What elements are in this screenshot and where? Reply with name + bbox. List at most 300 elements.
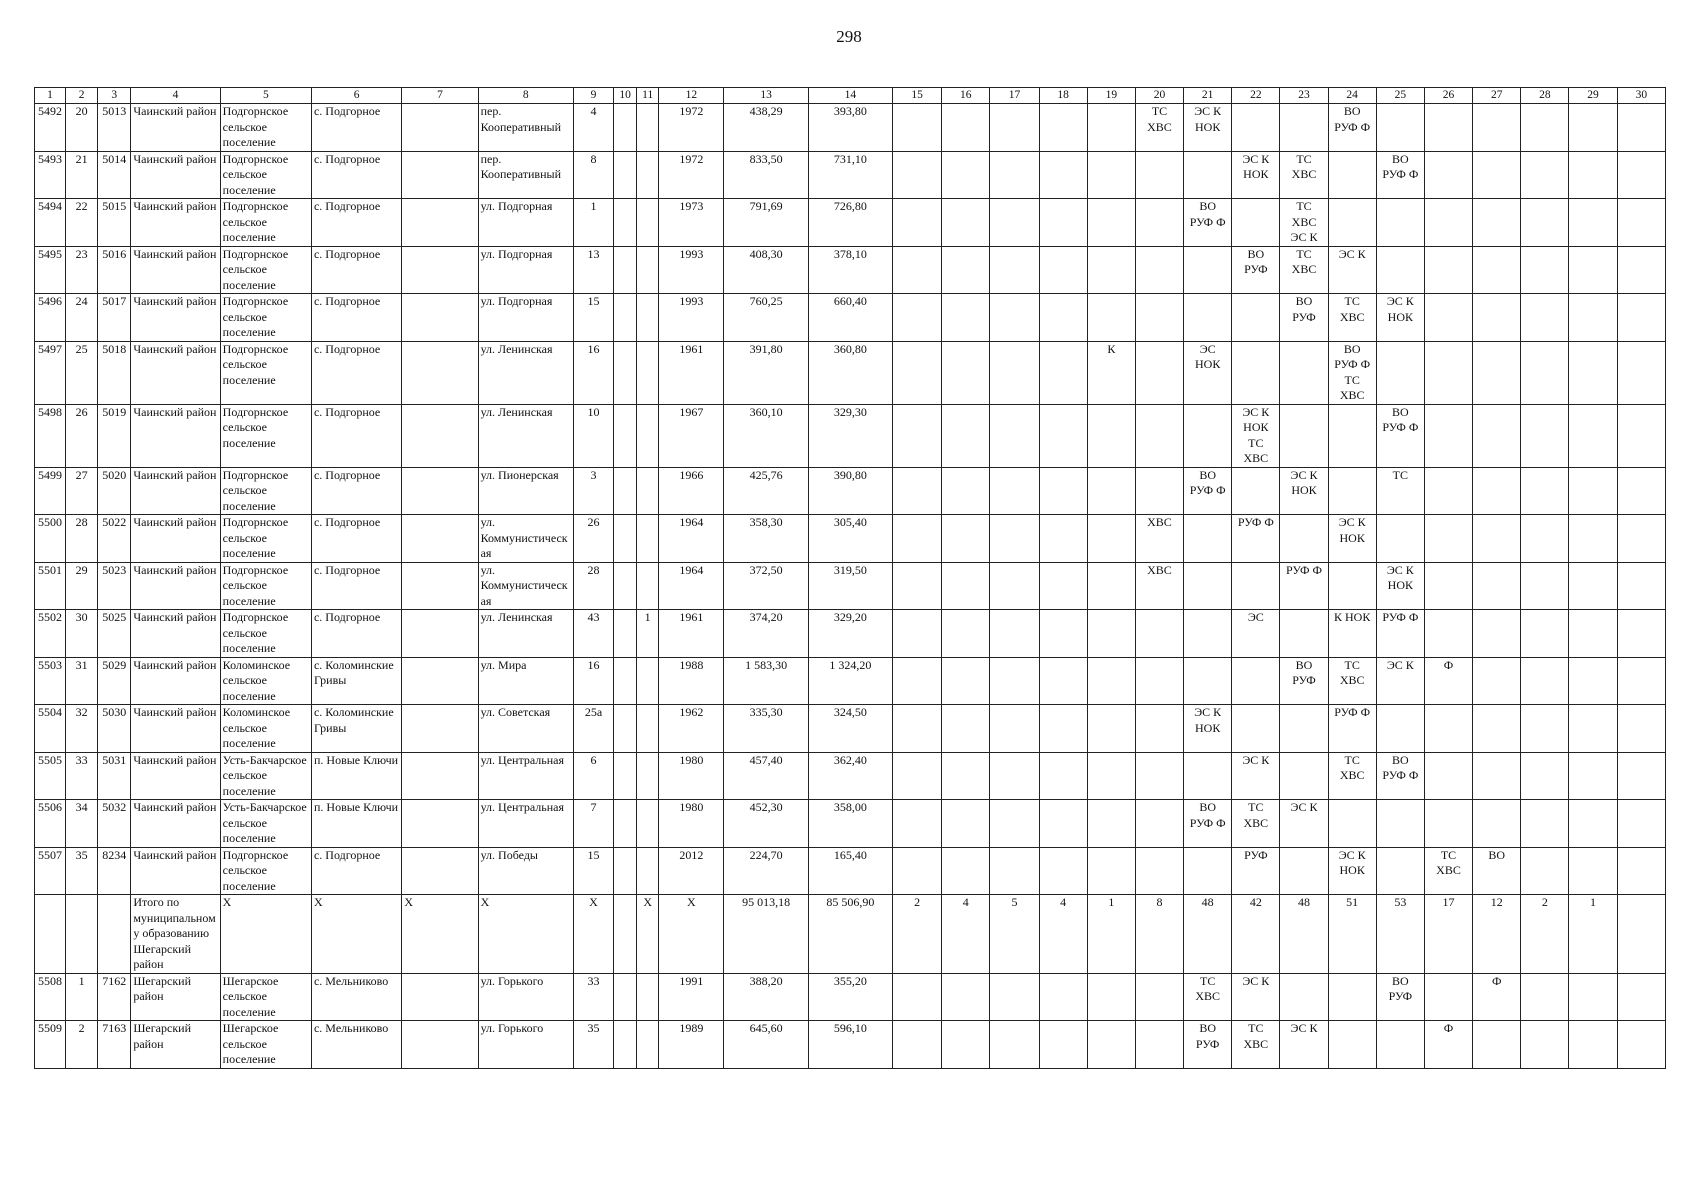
table-cell: 29 — [66, 562, 98, 610]
table-cell — [1617, 562, 1665, 610]
table-cell — [402, 341, 478, 404]
table-cell — [1039, 610, 1087, 658]
table-cell — [1424, 610, 1472, 658]
table-cell — [893, 657, 942, 705]
table-cell — [1473, 752, 1521, 800]
table-cell: Подгорнское сельское поселение — [220, 199, 311, 247]
table-cell: 1 583,30 — [724, 657, 808, 705]
table-cell — [1135, 341, 1183, 404]
table-cell: Шегарский район — [131, 1021, 220, 1069]
table-cell — [614, 562, 637, 610]
column-header: 6 — [311, 88, 401, 104]
table-cell: 4 — [942, 895, 990, 974]
table-cell — [1521, 610, 1569, 658]
table-cell: 16 — [573, 657, 613, 705]
table-cell: ул. Мира — [478, 657, 573, 705]
table-cell — [1473, 199, 1521, 247]
table-cell — [942, 341, 990, 404]
table-cell: ул. Подгорная — [478, 199, 573, 247]
table-cell: ЭС К НОК — [1376, 562, 1424, 610]
table-cell — [1232, 294, 1280, 342]
table-cell — [1473, 246, 1521, 294]
table-cell: ул. Ленинская — [478, 404, 573, 467]
table-cell — [402, 1021, 478, 1069]
table-cell — [1617, 1021, 1665, 1069]
table-cell: с. Подгорное — [311, 104, 401, 152]
table-cell — [614, 895, 637, 974]
table-cell — [1521, 151, 1569, 199]
table-cell: 329,30 — [808, 404, 892, 467]
table-cell: ул. Центральная — [478, 800, 573, 848]
table-cell — [402, 752, 478, 800]
table-cell — [1087, 800, 1135, 848]
table-cell: 4 — [573, 104, 613, 152]
table-cell — [1135, 847, 1183, 895]
table-cell — [990, 104, 1039, 152]
table-cell — [893, 1021, 942, 1069]
table-cell: 5022 — [98, 515, 131, 563]
table-cell: 15 — [573, 294, 613, 342]
table-cell — [1280, 404, 1328, 467]
table-cell: ул. Коммунистическая — [478, 515, 573, 563]
table-cell: ул. Горького — [478, 973, 573, 1021]
table-cell: ЭС К НОК — [1184, 705, 1232, 753]
table-row — [35, 515, 1666, 563]
table-cell — [990, 341, 1039, 404]
table-cell — [1424, 246, 1472, 294]
table-cell — [893, 404, 942, 467]
table-cell — [942, 294, 990, 342]
table-cell — [637, 104, 659, 152]
table-cell — [1135, 404, 1183, 467]
table-cell — [1184, 610, 1232, 658]
table-cell — [1087, 151, 1135, 199]
table-cell — [1617, 246, 1665, 294]
column-header: 9 — [573, 88, 613, 104]
table-cell — [990, 562, 1039, 610]
table-cell: 408,30 — [724, 246, 808, 294]
table-cell: 23 — [66, 246, 98, 294]
table-cell — [402, 104, 478, 152]
table-cell: 393,80 — [808, 104, 892, 152]
table-cell — [402, 610, 478, 658]
table-cell: Подгорнское сельское поселение — [220, 467, 311, 515]
table-cell — [1376, 246, 1424, 294]
table-cell — [1521, 199, 1569, 247]
table-cell — [402, 973, 478, 1021]
table-cell: 2012 — [659, 847, 724, 895]
table-cell — [614, 294, 637, 342]
table-cell — [1569, 1021, 1617, 1069]
table-cell: 16 — [573, 341, 613, 404]
table-cell — [1328, 800, 1376, 848]
table-cell: с. Подгорное — [311, 199, 401, 247]
table-cell — [942, 104, 990, 152]
table-cell: ЭС К НОК — [1280, 467, 1328, 515]
table-cell — [990, 610, 1039, 658]
column-header: 24 — [1328, 88, 1376, 104]
table-cell — [1617, 294, 1665, 342]
table-row — [35, 562, 1666, 610]
table-cell: 43 — [573, 610, 613, 658]
column-header: 7 — [402, 88, 478, 104]
table-cell — [1569, 246, 1617, 294]
table-cell — [1473, 404, 1521, 467]
table-cell: 5015 — [98, 199, 131, 247]
table-cell — [1232, 104, 1280, 152]
table-cell: 20 — [66, 104, 98, 152]
table-cell: 165,40 — [808, 847, 892, 895]
table-cell: ЭС К НОК — [1232, 151, 1280, 199]
table-cell: 6 — [573, 752, 613, 800]
table-cell — [1135, 294, 1183, 342]
table-cell: Ф — [1473, 973, 1521, 1021]
table-cell: ТС ХВС — [1328, 752, 1376, 800]
table-cell: 95 013,18 — [724, 895, 808, 974]
table-cell: РУФ Ф — [1232, 515, 1280, 563]
table-cell — [1087, 404, 1135, 467]
table-cell: 13 — [573, 246, 613, 294]
table-cell: 7163 — [98, 1021, 131, 1069]
table-cell — [637, 973, 659, 1021]
table-row — [35, 467, 1666, 515]
table-cell — [1521, 104, 1569, 152]
column-header: 25 — [1376, 88, 1424, 104]
table-cell: с. Мельниково — [311, 973, 401, 1021]
table-cell: 5025 — [98, 610, 131, 658]
table-cell — [1521, 847, 1569, 895]
table-cell — [1376, 1021, 1424, 1069]
table-cell — [402, 246, 478, 294]
table-cell — [942, 847, 990, 895]
table-cell: ТС ХВС — [1328, 294, 1376, 342]
table-cell — [942, 199, 990, 247]
table-cell: ЭС К НОК — [1376, 294, 1424, 342]
table-cell: 378,10 — [808, 246, 892, 294]
column-header: 11 — [637, 88, 659, 104]
table-cell — [1039, 294, 1087, 342]
table-cell: 355,20 — [808, 973, 892, 1021]
table-cell: 335,30 — [724, 705, 808, 753]
table-cell — [1473, 1021, 1521, 1069]
table-cell: 51 — [1328, 895, 1376, 974]
table-cell: 31 — [66, 657, 98, 705]
table-cell — [1569, 104, 1617, 152]
table-cell — [1521, 562, 1569, 610]
table-cell — [98, 895, 131, 974]
table-cell: 34 — [66, 800, 98, 848]
column-header: 29 — [1569, 88, 1617, 104]
table-cell — [990, 705, 1039, 753]
table-cell: Коломинское сельское поселение — [220, 657, 311, 705]
table-cell — [1087, 752, 1135, 800]
column-header: 12 — [659, 88, 724, 104]
table-cell: 1 — [573, 199, 613, 247]
table-cell — [1473, 705, 1521, 753]
table-cell — [893, 199, 942, 247]
table-cell — [942, 973, 990, 1021]
table-cell — [942, 705, 990, 753]
table-cell — [1087, 246, 1135, 294]
table-cell: 360,80 — [808, 341, 892, 404]
table-cell: Усть-Бакчарское сельское поселение — [220, 752, 311, 800]
table-cell — [1232, 341, 1280, 404]
table-cell — [1280, 341, 1328, 404]
table-cell — [893, 151, 942, 199]
table-cell: ВО РУФ Ф — [1184, 199, 1232, 247]
table-cell — [1521, 752, 1569, 800]
table-cell: 5493 — [35, 151, 66, 199]
table-cell — [1135, 151, 1183, 199]
table-cell: 5497 — [35, 341, 66, 404]
column-header: 15 — [893, 88, 942, 104]
table-cell — [1521, 973, 1569, 1021]
table-cell — [893, 104, 942, 152]
table-cell: ХВС — [1135, 515, 1183, 563]
table-cell: с. Подгорное — [311, 847, 401, 895]
table-cell: РУФ — [1232, 847, 1280, 895]
table-cell — [1087, 705, 1135, 753]
table-cell — [1424, 199, 1472, 247]
table-cell — [402, 800, 478, 848]
table-cell — [942, 752, 990, 800]
table-cell: ул. Победы — [478, 847, 573, 895]
table-cell — [1328, 973, 1376, 1021]
table-cell: 28 — [573, 562, 613, 610]
table-cell: ТС — [1376, 467, 1424, 515]
table-cell — [637, 847, 659, 895]
table-cell — [1617, 752, 1665, 800]
table-cell — [893, 515, 942, 563]
table-cell: Чаинский район — [131, 515, 220, 563]
table-cell: 35 — [573, 1021, 613, 1069]
table-cell — [614, 705, 637, 753]
table-cell — [1280, 610, 1328, 658]
table-cell: 5023 — [98, 562, 131, 610]
column-header: 1 — [35, 88, 66, 104]
table-cell — [990, 199, 1039, 247]
table-cell: X — [311, 895, 401, 974]
column-header: 4 — [131, 88, 220, 104]
column-header: 10 — [614, 88, 637, 104]
table-row — [35, 752, 1666, 800]
table-cell — [402, 657, 478, 705]
column-header: 21 — [1184, 88, 1232, 104]
table-cell — [1617, 610, 1665, 658]
table-cell — [1569, 341, 1617, 404]
table-cell — [893, 610, 942, 658]
table-cell: 791,69 — [724, 199, 808, 247]
table-cell: Чаинский район — [131, 752, 220, 800]
table-cell — [1039, 199, 1087, 247]
table-cell: X — [659, 895, 724, 974]
table-cell: 85 506,90 — [808, 895, 892, 974]
table-cell: К — [1087, 341, 1135, 404]
table-cell — [1473, 294, 1521, 342]
table-cell — [1087, 515, 1135, 563]
table-cell — [1521, 294, 1569, 342]
table-cell: 15 — [573, 847, 613, 895]
table-cell — [614, 847, 637, 895]
table-cell: ул. Коммунистическая — [478, 562, 573, 610]
table-cell: 329,20 — [808, 610, 892, 658]
table-cell: 1993 — [659, 294, 724, 342]
table-cell: X — [478, 895, 573, 974]
table-cell — [942, 610, 990, 658]
table-cell: 7 — [573, 800, 613, 848]
table-cell — [1184, 752, 1232, 800]
table-cell — [1232, 467, 1280, 515]
table-cell: ЭС К — [1280, 1021, 1328, 1069]
table-cell: ТС ХВС — [1280, 246, 1328, 294]
table-cell — [1087, 847, 1135, 895]
table-row — [35, 657, 1666, 705]
table-cell — [1424, 404, 1472, 467]
table-cell: с. Подгорное — [311, 246, 401, 294]
table-cell — [1039, 705, 1087, 753]
table-cell — [1135, 1021, 1183, 1069]
table-cell: 10 — [573, 404, 613, 467]
table-cell — [637, 705, 659, 753]
table-cell — [1424, 104, 1472, 152]
table-cell: 224,70 — [724, 847, 808, 895]
table-cell: Ф — [1424, 657, 1472, 705]
table-cell — [1424, 705, 1472, 753]
table-cell — [66, 895, 98, 974]
table-cell: 5503 — [35, 657, 66, 705]
table-cell: Подгорнское сельское поселение — [220, 847, 311, 895]
table-cell — [1039, 151, 1087, 199]
table-cell: ТС ХВС — [1232, 800, 1280, 848]
table-cell: Усть-Бакчарское сельское поселение — [220, 800, 311, 848]
table-cell — [637, 151, 659, 199]
column-header: 19 — [1087, 88, 1135, 104]
table-cell: ВО РУФ — [1280, 657, 1328, 705]
table-cell — [1376, 705, 1424, 753]
table-cell — [614, 610, 637, 658]
table-row — [35, 404, 1666, 467]
table-cell: ул. Пионерская — [478, 467, 573, 515]
table-cell: 1962 — [659, 705, 724, 753]
table-cell: 24 — [66, 294, 98, 342]
table-cell: ТС ХВС — [1328, 657, 1376, 705]
table-cell: 358,30 — [724, 515, 808, 563]
table-cell — [1424, 973, 1472, 1021]
table-cell: 5499 — [35, 467, 66, 515]
table-cell: 17 — [1424, 895, 1472, 974]
table-cell: ВО РУФ Ф — [1184, 800, 1232, 848]
table-row — [35, 246, 1666, 294]
table-cell — [1521, 1021, 1569, 1069]
table-cell: Подгорнское сельское поселение — [220, 246, 311, 294]
table-cell: РУФ Ф — [1280, 562, 1328, 610]
table-cell — [614, 657, 637, 705]
table-cell: X — [220, 895, 311, 974]
table-cell: Чаинский район — [131, 467, 220, 515]
table-cell: ВО РУФ Ф — [1376, 404, 1424, 467]
column-header: 18 — [1039, 88, 1087, 104]
table-cell — [1039, 1021, 1087, 1069]
table-cell: 438,29 — [724, 104, 808, 152]
register-table — [34, 87, 1666, 1069]
table-cell — [1280, 515, 1328, 563]
table-cell: Чаинский район — [131, 847, 220, 895]
table-cell: ЭС НОК — [1184, 341, 1232, 404]
table-cell: ТС ХВС — [1280, 151, 1328, 199]
table-row — [35, 973, 1666, 1021]
table-cell: 833,50 — [724, 151, 808, 199]
table-cell: ВО РУФ Ф ТС ХВС — [1328, 341, 1376, 404]
table-cell: 1966 — [659, 467, 724, 515]
column-header: 13 — [724, 88, 808, 104]
column-header: 8 — [478, 88, 573, 104]
table-cell: 1972 — [659, 151, 724, 199]
table-cell: п. Новые Ключи — [311, 752, 401, 800]
table-cell: ВО РУФ Ф — [1376, 752, 1424, 800]
table-cell — [614, 752, 637, 800]
table-cell: 28 — [66, 515, 98, 563]
table-cell — [1328, 404, 1376, 467]
table-cell: Чаинский район — [131, 104, 220, 152]
table-cell — [402, 404, 478, 467]
table-cell — [1569, 657, 1617, 705]
table-cell — [990, 151, 1039, 199]
table-cell — [1569, 467, 1617, 515]
table-cell — [990, 657, 1039, 705]
table-row — [35, 341, 1666, 404]
table-cell — [1617, 973, 1665, 1021]
table-cell: 390,80 — [808, 467, 892, 515]
table-cell — [1039, 246, 1087, 294]
table-cell — [1232, 562, 1280, 610]
table-cell: 362,40 — [808, 752, 892, 800]
table-cell: ЭС К НОК — [1328, 847, 1376, 895]
table-cell — [893, 294, 942, 342]
table-cell: Подгорнское сельское поселение — [220, 562, 311, 610]
table-cell: Коломинское сельское поселение — [220, 705, 311, 753]
table-cell: 7162 — [98, 973, 131, 1021]
table-cell — [1569, 752, 1617, 800]
table-cell — [1617, 151, 1665, 199]
table-cell: 5016 — [98, 246, 131, 294]
table-cell — [1328, 151, 1376, 199]
table-cell: с. Подгорное — [311, 404, 401, 467]
table-cell — [942, 246, 990, 294]
table-cell — [1424, 562, 1472, 610]
table-cell: 726,80 — [808, 199, 892, 247]
table-cell: 391,80 — [724, 341, 808, 404]
table-cell: 5502 — [35, 610, 66, 658]
table-cell: п. Новые Ключи — [311, 800, 401, 848]
table-cell — [1135, 752, 1183, 800]
table-cell — [1569, 562, 1617, 610]
table-cell: Чаинский район — [131, 657, 220, 705]
table-cell: 1961 — [659, 610, 724, 658]
table-cell: ЭС К — [1376, 657, 1424, 705]
table-cell — [893, 562, 942, 610]
table-cell — [1039, 657, 1087, 705]
table-cell: ТС ХВС — [1135, 104, 1183, 152]
table-cell: 1980 — [659, 752, 724, 800]
table-cell — [1473, 467, 1521, 515]
table-cell: с. Подгорное — [311, 341, 401, 404]
table-cell — [637, 752, 659, 800]
table-cell: Подгорнское сельское поселение — [220, 515, 311, 563]
table-cell — [1473, 800, 1521, 848]
table-cell: 5018 — [98, 341, 131, 404]
table-cell: 1972 — [659, 104, 724, 152]
table-cell — [1135, 246, 1183, 294]
